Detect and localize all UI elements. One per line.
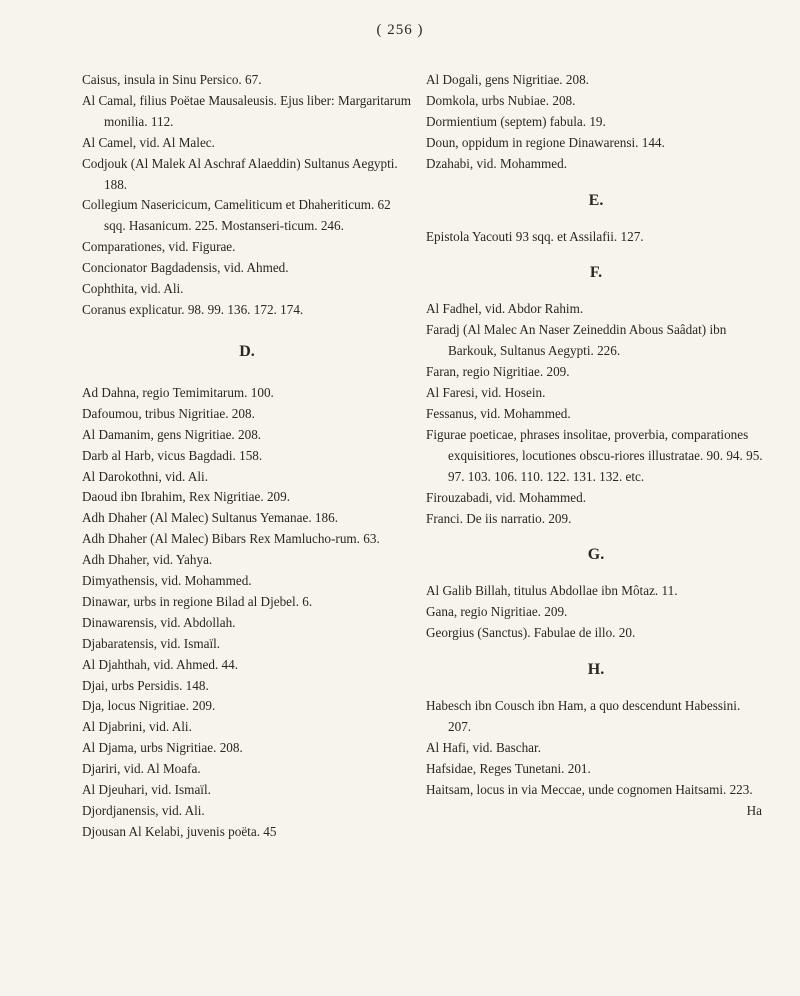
section-letter: H. [587,661,605,679]
index-entry: Georgius (Sanctus). Fabulae de illo. 20. [426,625,636,641]
page-number: ( 256 ) [376,22,424,38]
section-letter: F. [589,264,603,282]
index-entry: Al Galib Billah, titulus Abdollae ibn Môtaz. 11. [426,583,678,599]
index-entry: Djousan Al Kelabi, juvenis poëta. 45 [82,823,277,839]
index-entry: Faradj (Al Malec An Naser Zeineddin Abous Saâdat) ibn Barkouk, Sultanus Aegypti. 226. [426,322,727,359]
index-entry: Al Hafi, vid. Baschar. [426,739,541,755]
index-entry: Al Dogali, gens Nigritiae. 208. [426,72,589,87]
index-entry: Al Djeuhari, vid. Ismaïl. [82,782,211,798]
index-entry: Dafoumou, tribus Nigritiae. 208. [82,405,255,421]
index-entry: Codjouk (Al Malek Al Aschraf Alaeddin) Sultanus Aegypti. 188. [82,155,398,192]
index-entry: Daoud ibn Ibrahim, Rex Nigritiae. 209. [82,489,291,505]
index-entry: Dja, locus Nigritiae. 209. [82,698,216,714]
index-entry: Adh Dhaher (Al Malec) Bibars Rex Mamlucho-rum. 63. [82,531,380,547]
catchword: Ha [746,802,762,818]
index-entry: Dzahabi, vid. Mohammed. [426,155,567,171]
index-entry: Al Darokothni, vid. Ali. [82,468,209,484]
index-entry: Al Camal, filius Poëtae Mausaleusis. Ejus liber: Margaritarum monilia. 112. [82,92,412,129]
index-entry: Firouzabadi, vid. Mohammed. [426,489,587,505]
section-letter: G. [587,546,605,564]
index-entry: Faran, regio Nigritiae. 209. [426,364,570,380]
index-entry: Al Fadhel, vid. Abdor Rahim. [426,301,584,317]
index-entry: Coranus explicatur. 98. 99. 136. 172. 174. [82,301,304,317]
section-letter: D. [239,342,255,360]
index-entry: Figurae poeticae, phrases insolitae, proverbia, comparationes exquisitiores, locutiones obscu-riores illustratae. 90. 94. 95. 97. 103. 106. 110. 122. 131. 132. etc. [426,426,763,484]
index-entry: Fessanus, vid. Mohammed. [426,405,571,421]
index-entry: Al Djabrini, vid. Ali. [82,719,192,735]
index-entry: Epistola Yacouti 93 sqq. et Assilafii. 127. [426,228,644,244]
index-entry: Collegium Nasericicum, Cameliticum et Dhaheriticum. 62 sqq. Hasanicum. 225. Mostanseri-ticum. 246. [82,197,391,234]
index-entry: Domkola, urbs Nubiae. 208. [426,92,576,108]
index-entry: Hafsidae, Reges Tunetani. 201. [426,760,591,776]
index-entry: Al Damanim, gens Nigritiae. 208. [82,426,262,442]
index-entry: Djariri, vid. Al Moafa. [82,761,201,777]
index-entry: Franci. De iis narratio. 209. [426,510,572,526]
index-entry: Ad Dahna, regio Temimitarum. 100. [82,384,274,400]
index-entry: Comparationes, vid. Figurae. [82,239,236,255]
index-entry: Djabaratensis, vid. Ismaïl. [82,635,221,651]
index-entry: Adh Dhaher (Al Malec) Sultanus Yemanae. 186. [82,510,339,526]
index-entry: Concionator Bagdadensis, vid. Ahmed. [82,260,289,276]
index-entry: Doun, oppidum in regione Dinawarensi. 144. [426,134,665,150]
index-entry: Haitsam, locus in via Meccae, unde cognomen Haitsami. 223. [426,781,753,797]
index-entry: Al Djahthah, vid. Ahmed. 44. [82,656,239,672]
index-entry: Al Djama, urbs Nigritiae. 208. [82,740,243,756]
index-entry: Al Camel, vid. Al Malec. [82,134,215,150]
index-entry: Adh Dhaher, vid. Yahya. [82,552,213,568]
index-entry: Gana, regio Nigritiae. 209. [426,604,568,620]
index-entry: Caisus, insula in Sinu Persico. 67. [82,72,262,87]
index-entry: Dormientium (septem) fabula. 19. [426,113,606,129]
index-column-left [82,70,412,843]
index-entry: Djai, urbs Persidis. 148. [82,677,209,693]
index-column-right [426,70,766,822]
index-entry: Djordjanensis, vid. Ali. [82,803,205,818]
section-letter: E. [588,191,604,209]
index-entry: Dinawarensis, vid. Abdollah. [82,614,236,630]
index-entry: Dinawar, urbs in regione Bilad al Djebel. 6. [82,593,313,609]
index-entry: Al Faresi, vid. Hosein. [426,385,546,401]
index-entry: Habesch ibn Cousch ibn Ham, a quo descendunt Habessini. 207. [426,698,741,735]
index-entry: Darb al Harb, vicus Bagdadi. 158. [82,447,263,463]
index-entry: Dimyathensis, vid. Mohammed. [82,573,252,589]
index-entry: Cophthita, vid. Ali. [82,281,184,297]
